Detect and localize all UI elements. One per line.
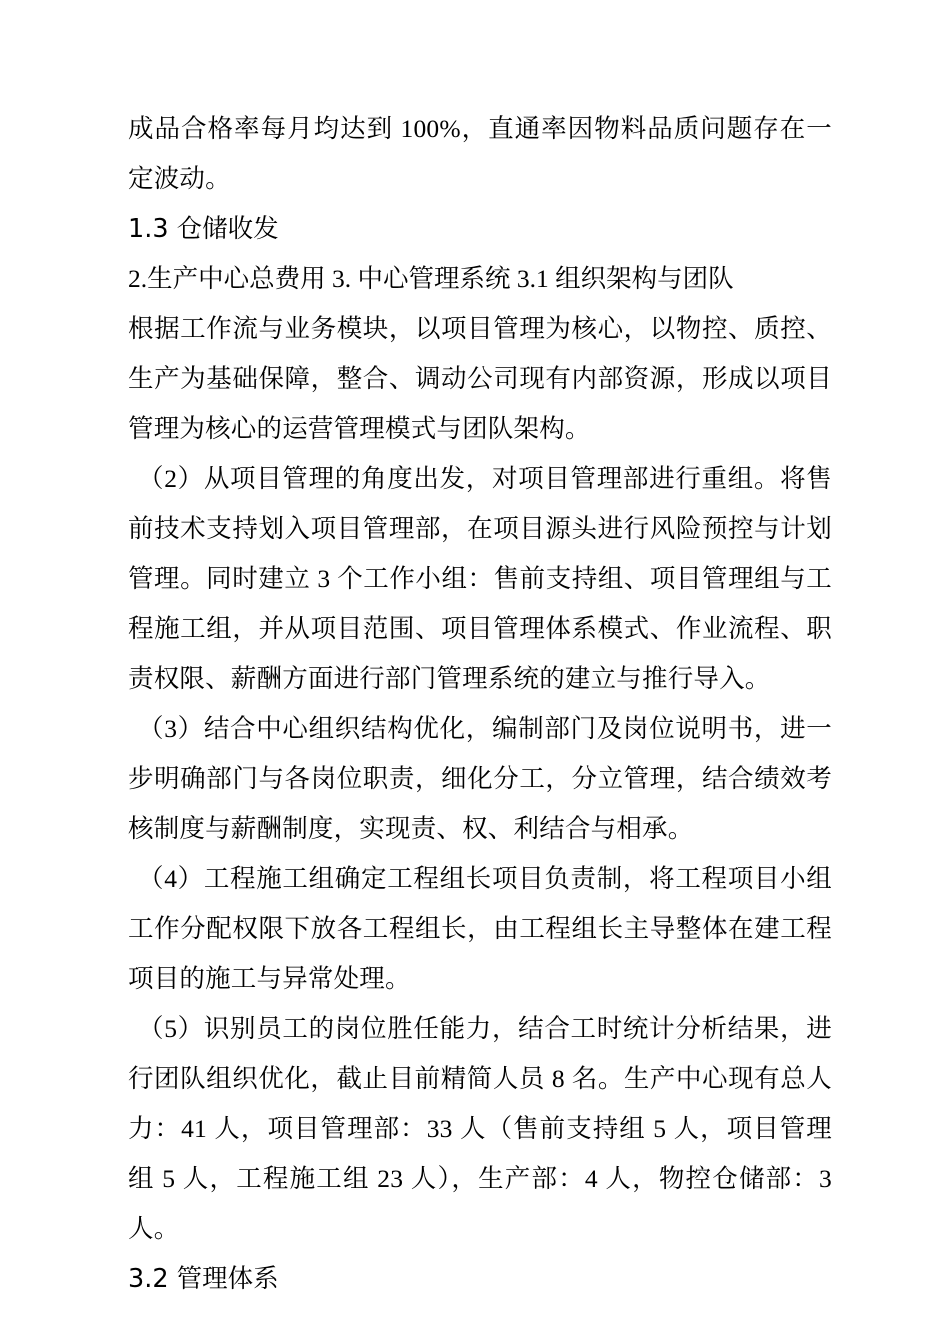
paragraph-org-structure-intro: 根据工作流与业务模块，以项目管理为核心，以物控、质控、生产为基础保障，整合、调动公司现有内部资源，形成以项目管理为核心的运营管理模式与团队架构。	[128, 314, 832, 443]
paragraph-item-2: （2）从项目管理的角度出发，对项目管理部进行重组。将售前技术支持划入项目管理部，在项目源头进行风险预控与计划管理。同时建立 3 个工作小组：售前支持组、项目管理组与工程施工组，并从项目范围、项目管理体系模式、作业流程、职责权限、薪酬方面进行部门管理系统的建立与推行导入。	[128, 464, 832, 693]
heading-1-3: 1.3 仓储收发	[128, 214, 279, 244]
document-body	[128, 104, 832, 1304]
heading-section-2-and-3: 2.生产中心总费用 3. 中心管理系统 3.1 组织架构与团队	[128, 264, 734, 293]
paragraph-item-3: （3）结合中心组织结构优化，编制部门及岗位说明书，进一步明确部门与各岗位职责，细化分工，分立管理，结合绩效考核制度与薪酬制度，实现责、权、利结合与相承。	[128, 714, 832, 843]
paragraph-item-4: （4）工程施工组确定工程组长项目负责制，将工程项目小组工作分配权限下放各工程组长，由工程组长主导整体在建工程项目的施工与异常处理。	[128, 864, 832, 993]
paragraph-summary: 成品合格率每月均达到 100%，直通率因物料品质问题存在一定波动。	[128, 114, 832, 193]
paragraph-item-5: （5）识别员工的岗位胜任能力，结合工时统计分析结果，进行团队组织优化，截止目前精简人员 8 名。生产中心现有总人力：41 人，项目管理部：33 人（售前支持组 5 人，项目管理组 5 人，工程施工组 23 人），生产部：4 人，物控仓储部：3 人。	[128, 1014, 832, 1243]
heading-3-2: 3.2 管理体系	[128, 1264, 279, 1294]
